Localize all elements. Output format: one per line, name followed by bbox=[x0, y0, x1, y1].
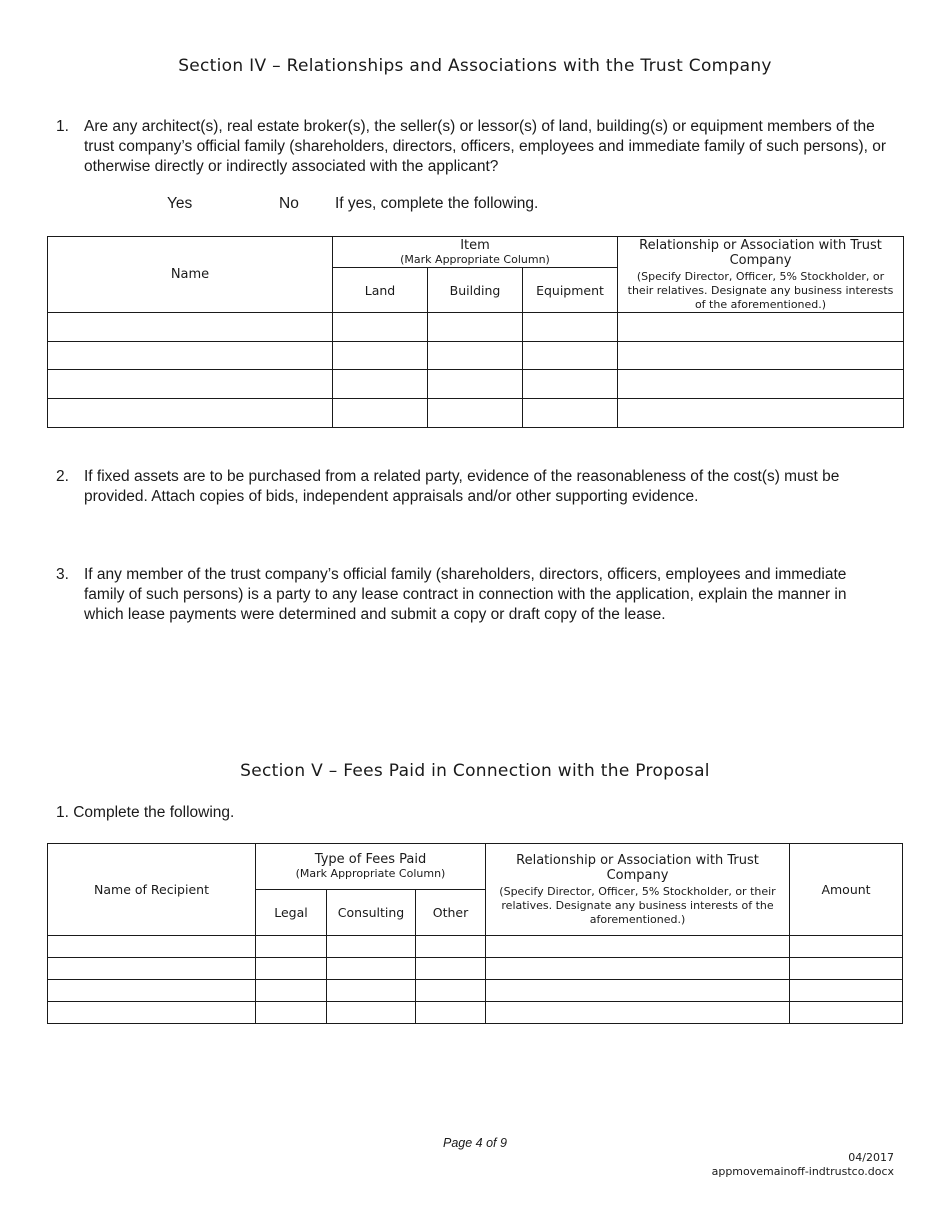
revision-date: 04/2017 bbox=[848, 1151, 894, 1164]
land-header: Land bbox=[333, 268, 428, 313]
land-cell[interactable] bbox=[333, 370, 428, 399]
section-iv-title: Section IV – Relationships and Associations with the Trust Company bbox=[178, 56, 772, 76]
other-cell[interactable] bbox=[416, 958, 486, 980]
building-header: Building bbox=[428, 268, 523, 313]
relationship-cell[interactable] bbox=[618, 342, 904, 370]
page-number: Page 4 of 9 bbox=[443, 1136, 507, 1150]
legal-header: Legal bbox=[256, 890, 327, 936]
name-cell[interactable] bbox=[48, 342, 333, 370]
name-cell[interactable] bbox=[48, 370, 333, 399]
name-header: Name bbox=[48, 237, 333, 313]
table-row bbox=[48, 313, 904, 342]
table-row bbox=[48, 980, 903, 1002]
legal-cell[interactable] bbox=[256, 958, 327, 980]
relationship-header: Relationship or Association with Trust Company (Specify Director, Officer, 5% Stockholder, or their relatives. Designate any business interests of the aforementioned.) bbox=[486, 844, 790, 936]
legal-cell[interactable] bbox=[256, 936, 327, 958]
related-party-table bbox=[47, 236, 904, 428]
table-row bbox=[48, 399, 904, 428]
item-header: Item (Mark Appropriate Column) bbox=[333, 237, 618, 268]
relationship-cell[interactable] bbox=[618, 370, 904, 399]
recipient-cell[interactable] bbox=[48, 980, 256, 1002]
question-3 bbox=[56, 565, 866, 627]
question-1 bbox=[56, 117, 896, 179]
question-3-number: 3. bbox=[56, 566, 69, 583]
building-cell[interactable] bbox=[428, 399, 523, 428]
legal-cell[interactable] bbox=[256, 980, 327, 1002]
land-cell[interactable] bbox=[333, 342, 428, 370]
building-cell[interactable] bbox=[428, 313, 523, 342]
amount-cell[interactable] bbox=[790, 936, 903, 958]
consulting-cell[interactable] bbox=[327, 936, 416, 958]
consulting-cell[interactable] bbox=[327, 958, 416, 980]
amount-cell[interactable] bbox=[790, 1002, 903, 1024]
other-cell[interactable] bbox=[416, 980, 486, 1002]
name-cell[interactable] bbox=[48, 313, 333, 342]
recipient-header: Name of Recipient bbox=[48, 844, 256, 936]
relationship-cell[interactable] bbox=[618, 399, 904, 428]
relationship-header: Relationship or Association with Trust Company (Specify Director, Officer, 5% Stockholder, or their relatives. Designate any business interests of the aforementioned.) bbox=[618, 237, 904, 313]
amount-header: Amount bbox=[790, 844, 903, 936]
recipient-cell[interactable] bbox=[48, 1002, 256, 1024]
other-header: Other bbox=[416, 890, 486, 936]
section-v-title: Section V – Fees Paid in Connection with the Proposal bbox=[240, 761, 710, 781]
relationship-cell[interactable] bbox=[486, 958, 790, 980]
table-row bbox=[48, 958, 903, 980]
legal-cell[interactable] bbox=[256, 1002, 327, 1024]
section-v-question-1: 1. Complete the following. bbox=[56, 804, 235, 821]
consulting-header: Consulting bbox=[327, 890, 416, 936]
if-yes-instruction: If yes, complete the following. bbox=[335, 195, 539, 212]
consulting-cell[interactable] bbox=[327, 980, 416, 1002]
equipment-header: Equipment bbox=[523, 268, 618, 313]
amount-cell[interactable] bbox=[790, 958, 903, 980]
equipment-cell[interactable] bbox=[523, 313, 618, 342]
question-2-text: If fixed assets are to be purchased from a related party, evidence of the reasonableness of the cost(s) must be provided. Attach copies of bids, independent appraisals and/or other supporting evidence. bbox=[84, 468, 840, 505]
document-filename: appmovemainoff-indtrustco.docx bbox=[711, 1165, 894, 1178]
building-cell[interactable] bbox=[428, 370, 523, 399]
question-3-text: If any member of the trust company’s official family (shareholders, directors, officers, employees and immediate family of such persons) is a party to any lease contract in connection with the application, explain the manner in which lease payments were determined and submit a copy or draft copy of the lease. bbox=[84, 566, 847, 623]
relationship-cell[interactable] bbox=[486, 936, 790, 958]
building-cell[interactable] bbox=[428, 342, 523, 370]
other-cell[interactable] bbox=[416, 936, 486, 958]
consulting-cell[interactable] bbox=[327, 1002, 416, 1024]
fees-table bbox=[47, 843, 903, 1024]
question-1-number: 1. bbox=[56, 118, 69, 135]
relationship-cell[interactable] bbox=[486, 980, 790, 1002]
name-cell[interactable] bbox=[48, 399, 333, 428]
relationship-cell[interactable] bbox=[618, 313, 904, 342]
question-2-number: 2. bbox=[56, 468, 69, 485]
question-1-text: Are any architect(s), real estate broker(s), the seller(s) or lessor(s) of land, building(s) or equipment members of the trust company’s official family (shareholders, directors, officers, employees and immediate family of such persons), or otherwise directly or indirectly associated with the applicant? bbox=[84, 118, 887, 175]
land-cell[interactable] bbox=[333, 313, 428, 342]
table-row bbox=[48, 370, 904, 399]
table-row bbox=[48, 1002, 903, 1024]
table-row bbox=[48, 342, 904, 370]
recipient-cell[interactable] bbox=[48, 958, 256, 980]
other-cell[interactable] bbox=[416, 1002, 486, 1024]
yes-option[interactable]: Yes bbox=[167, 195, 193, 212]
recipient-cell[interactable] bbox=[48, 936, 256, 958]
relationship-cell[interactable] bbox=[486, 1002, 790, 1024]
equipment-cell[interactable] bbox=[523, 342, 618, 370]
equipment-cell[interactable] bbox=[523, 370, 618, 399]
amount-cell[interactable] bbox=[790, 980, 903, 1002]
question-2 bbox=[56, 467, 856, 509]
no-option[interactable]: No bbox=[279, 195, 299, 212]
land-cell[interactable] bbox=[333, 399, 428, 428]
table-row bbox=[48, 936, 903, 958]
fees-type-header: Type of Fees Paid (Mark Appropriate Column) bbox=[256, 844, 486, 890]
equipment-cell[interactable] bbox=[523, 399, 618, 428]
